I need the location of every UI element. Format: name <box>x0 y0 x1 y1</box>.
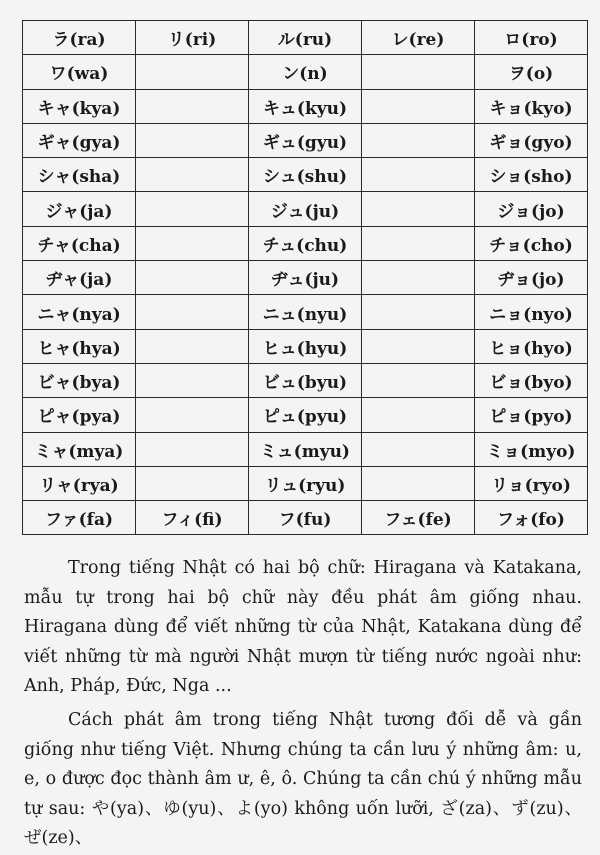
table-cell: ニョ(nyo) <box>475 295 588 329</box>
table-cell: ヲ(o) <box>475 55 588 89</box>
table-cell <box>362 158 475 192</box>
table-cell: ニャ(nya) <box>23 295 136 329</box>
table-cell <box>136 329 249 363</box>
table-cell: ヂャ(ja) <box>23 261 136 295</box>
table-cell: チョ(cho) <box>475 226 588 260</box>
table-row <box>23 329 588 363</box>
table-cell: チュ(chu) <box>249 226 362 260</box>
paragraph-pronunciation-text: Cách phát âm trong tiếng Nhật tương đối dễ và gần giống như tiếng Việt. Nhưng chúng ta cần lưu ý những âm: u, e, o được đọc thành âm ư, ê, ô. Chúng ta cần chú ý những mẫu tự sau: や(ya)、ゆ(yu)、よ(yo) không uốn lưỡi, ざ(za)、ず(zu)、ぜ(ze)、 <box>24 710 582 848</box>
table-cell: ビョ(byo) <box>475 363 588 397</box>
table-cell: ビャ(bya) <box>23 363 136 397</box>
table-cell: ミョ(myo) <box>475 432 588 466</box>
paragraph-scripts-text: Trong tiếng Nhật có hai bộ chữ: Hiragana và Katakana, mẫu tự trong hai bộ chữ này đều phát âm giống nhau. Hiragana dùng để viết những từ của Nhật, Katakana dùng để viết những từ mà người Nhật mượn từ tiếng nước ngoài như: Anh, Pháp, Đức, Nga ... <box>24 558 582 696</box>
table-cell <box>136 295 249 329</box>
table-cell: シュ(shu) <box>249 158 362 192</box>
table-row <box>23 158 588 192</box>
table-row <box>23 55 588 89</box>
table-cell: ル(ru) <box>249 21 362 55</box>
table-row <box>23 261 588 295</box>
table-cell: キャ(kya) <box>23 89 136 123</box>
table-cell: ジュ(ju) <box>249 192 362 226</box>
table-cell <box>362 192 475 226</box>
paragraph-scripts <box>24 554 582 702</box>
table-cell <box>362 123 475 157</box>
table-cell: ギョ(gyo) <box>475 123 588 157</box>
katakana-table-body <box>23 21 588 535</box>
table-cell: ジョ(jo) <box>475 192 588 226</box>
table-cell: フォ(fo) <box>475 501 588 535</box>
table-cell: ヒャ(hya) <box>23 329 136 363</box>
table-cell: リ(ri) <box>136 21 249 55</box>
table-cell: ニュ(nyu) <box>249 295 362 329</box>
table-row <box>23 89 588 123</box>
table-cell: フ(fu) <box>249 501 362 535</box>
table-cell <box>136 261 249 295</box>
table-cell <box>362 398 475 432</box>
table-cell: ロ(ro) <box>475 21 588 55</box>
table-cell: ピュ(pyu) <box>249 398 362 432</box>
table-cell: ジャ(ja) <box>23 192 136 226</box>
table-cell: レ(re) <box>362 21 475 55</box>
table-cell <box>136 158 249 192</box>
table-cell <box>362 329 475 363</box>
table-cell <box>362 226 475 260</box>
table-cell <box>136 89 249 123</box>
table-cell <box>136 55 249 89</box>
table-cell: ヂョ(jo) <box>475 261 588 295</box>
table-cell: ミュ(myu) <box>249 432 362 466</box>
table-cell: ファ(fa) <box>23 501 136 535</box>
table-cell: ギャ(gya) <box>23 123 136 157</box>
paragraph-pronunciation <box>24 706 582 854</box>
table-cell: ミャ(mya) <box>23 432 136 466</box>
table-cell: ワ(wa) <box>23 55 136 89</box>
table-cell <box>362 261 475 295</box>
table-cell <box>136 432 249 466</box>
table-cell: ラ(ra) <box>23 21 136 55</box>
table-row <box>23 466 588 500</box>
table-row <box>23 226 588 260</box>
table-cell <box>136 123 249 157</box>
katakana-table <box>22 20 588 535</box>
table-cell <box>362 363 475 397</box>
table-row <box>23 192 588 226</box>
table-cell <box>136 363 249 397</box>
table-row <box>23 398 588 432</box>
table-row <box>23 432 588 466</box>
table-cell: リャ(rya) <box>23 466 136 500</box>
table-cell: フェ(fe) <box>362 501 475 535</box>
table-cell: ヒョ(hyo) <box>475 329 588 363</box>
table-cell <box>362 55 475 89</box>
table-cell: リョ(ryo) <box>475 466 588 500</box>
table-cell <box>362 466 475 500</box>
table-cell <box>136 398 249 432</box>
table-cell: シャ(sha) <box>23 158 136 192</box>
table-cell <box>362 295 475 329</box>
table-cell: ヂュ(ju) <box>249 261 362 295</box>
table-cell: ヒュ(hyu) <box>249 329 362 363</box>
table-cell: リュ(ryu) <box>249 466 362 500</box>
table-cell: キョ(kyo) <box>475 89 588 123</box>
table-cell: キュ(kyu) <box>249 89 362 123</box>
table-cell: ショ(sho) <box>475 158 588 192</box>
table-cell: ビュ(byu) <box>249 363 362 397</box>
table-cell: ギュ(gyu) <box>249 123 362 157</box>
table-cell <box>136 466 249 500</box>
table-row <box>23 363 588 397</box>
table-cell: ピャ(pya) <box>23 398 136 432</box>
table-row <box>23 295 588 329</box>
table-row <box>23 123 588 157</box>
table-cell <box>136 192 249 226</box>
table-cell <box>362 432 475 466</box>
table-cell: フィ(fi) <box>136 501 249 535</box>
table-row <box>23 501 588 535</box>
table-cell: ピョ(pyo) <box>475 398 588 432</box>
table-row <box>23 21 588 55</box>
table-cell <box>362 89 475 123</box>
table-cell: ン(n) <box>249 55 362 89</box>
table-cell: チャ(cha) <box>23 226 136 260</box>
table-cell <box>136 226 249 260</box>
